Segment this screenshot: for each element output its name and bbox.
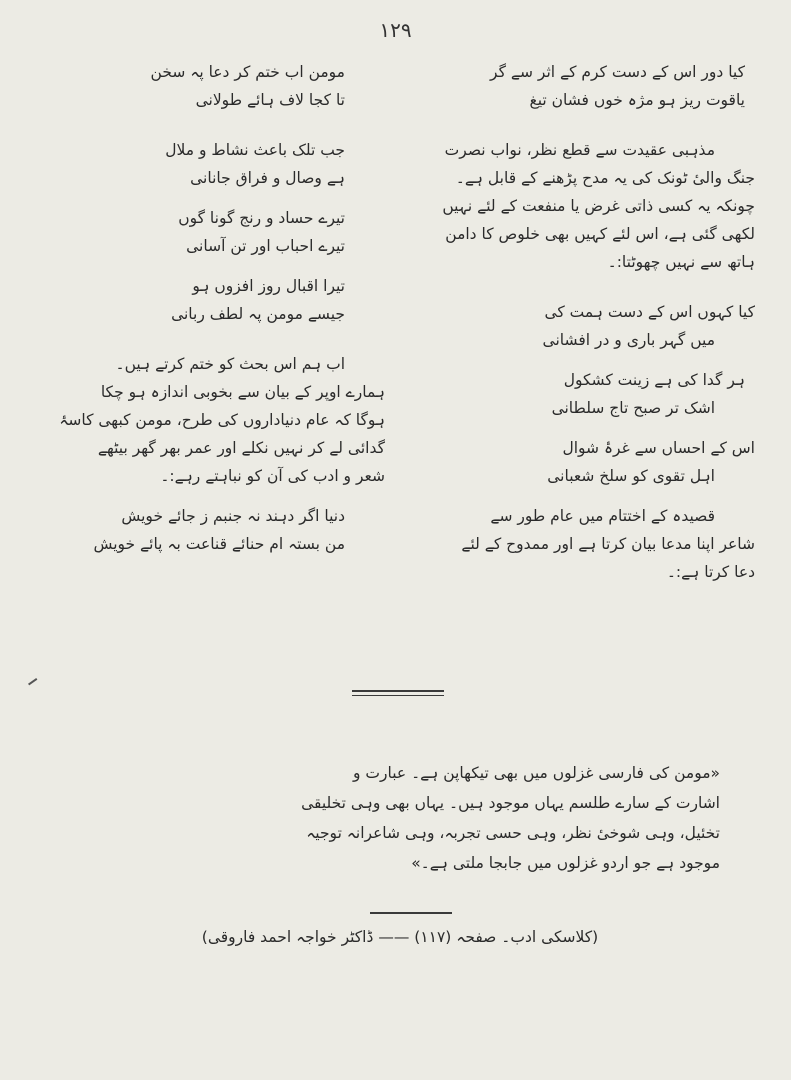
left-verse1-line: تا کجا لاف ہائے طولانی <box>195 91 345 109</box>
page-number: ۱۲۹ <box>379 18 412 42</box>
quote-divider <box>370 912 452 914</box>
left-verse1-line: جیسے مومن پہ لطف ربانی <box>171 305 345 323</box>
right-paragraph1-line: ہاتھ سے نہیں چھوٹتا:۔ <box>607 253 755 271</box>
quote-line: تخئیل، وہی شوخیٔ نظر، وہی حسی تجربہ، وہی شاعرانہ توجیہ <box>306 824 720 842</box>
right-paragraph1-line: مذہبی عقیدت سے قطع نظر، نواب نصرت <box>444 141 715 159</box>
left-paragraph1-line: شعر و ادب کی آن کو نباہتے رہے:۔ <box>160 467 385 485</box>
margin-mark <box>28 678 42 692</box>
left-paragraph1-line: گدائی لے کر نہیں نکلے اور عمر بھر گھر بیٹھے <box>97 439 385 457</box>
quote-line: موجود ہے جو اردو غزلوں میں جابجا ملتی ہے۔» <box>411 854 720 872</box>
right-column <box>410 58 755 586</box>
quotation-block <box>180 758 720 878</box>
right-verse2-line: اس کے احساں سے غرۂ شوال <box>562 439 755 457</box>
left-verse1-line: تیرے حساد و رنج گونا گوں <box>178 209 345 227</box>
right-verse2-line: اہل تقوی کو سلخ شعبانی <box>547 467 715 485</box>
left-verse1-line: جب تلک باعث نشاط و ملال <box>165 141 345 159</box>
right-verse1-line: یاقوت ریز ہو مژہ خوں فشان تیغ <box>529 91 745 109</box>
right-paragraph2-line: دعا کرتا ہے:۔ <box>666 563 755 581</box>
right-verse2-line: اشک تر صبح تاج سلطانی <box>551 399 715 417</box>
left-verse1-line: تیرا اقبال روز افزوں ہو <box>192 277 345 295</box>
left-verse1-line: مومن اب ختم کر دعا پہ سخن <box>150 63 345 81</box>
right-verse2-line: کیا کہوں اس کے دست ہمت کی <box>544 303 755 321</box>
left-column <box>40 58 385 558</box>
right-paragraph2-line: قصیدہ کے اختتام میں عام طور سے <box>490 507 715 525</box>
section-divider <box>352 690 444 692</box>
left-paragraph1-line: اب ہم اس بحث کو ختم کرتے ہیں۔ <box>115 355 345 373</box>
right-verse1-line: کیا دور اس کے دست کرم کے اثر سے گر <box>490 63 745 81</box>
quote-source: (کلاسکی ادب۔ صفحہ (۱۱۷) —— ڈاکٹر خواجہ احمد فاروقی) <box>201 928 599 946</box>
left-verse2-line: من بستہ ام حنائے قناعت بہ پائے خویش <box>93 535 345 553</box>
quote-line: اشارت کے سارے طلسم یہاں موجود ہیں۔ یہاں بھی وہی تخلیقی <box>301 794 720 812</box>
left-verse1-line: ہے وصال و فراق جانانی <box>190 169 345 187</box>
left-paragraph1-line: ہوگا کہ عام دنیاداروں کی طرح، مومن کبھی کاسۂ <box>59 411 385 429</box>
right-paragraph1-line: چونکہ یہ کسی ذاتی غرض یا منفعت کے لئے نہیں <box>442 197 755 215</box>
left-verse2-line: دنیا اگر دہند نہ جنبم ز جائے خویش <box>121 507 345 525</box>
right-verse2-line: میں گہر باری و در افشانی <box>542 331 715 349</box>
left-verse1-line: تیرے احباب اور تن آسانی <box>186 237 345 255</box>
left-paragraph1-line: ہمارے اوپر کے بیان سے بخوبی اندازہ ہو چکا <box>100 383 385 401</box>
right-paragraph1-line: جنگ والیٔ ٹونک کی یہ مدح پڑھنے کے قابل ہے۔ <box>455 169 755 187</box>
quote-line: «مومن کی فارسی غزلوں میں بھی تیکھاپن ہے۔ عبارت و <box>353 764 720 782</box>
right-verse2-line: ہر گدا کی ہے زینت کشکول <box>563 371 745 389</box>
right-paragraph1-line: لکھی گئی ہے، اس لئے کہیں بھی خلوص کا دامن <box>445 225 755 243</box>
right-paragraph2-line: شاعر اپنا مدعا بیان کرتا ہے اور ممدوح کے لئے <box>461 535 755 553</box>
